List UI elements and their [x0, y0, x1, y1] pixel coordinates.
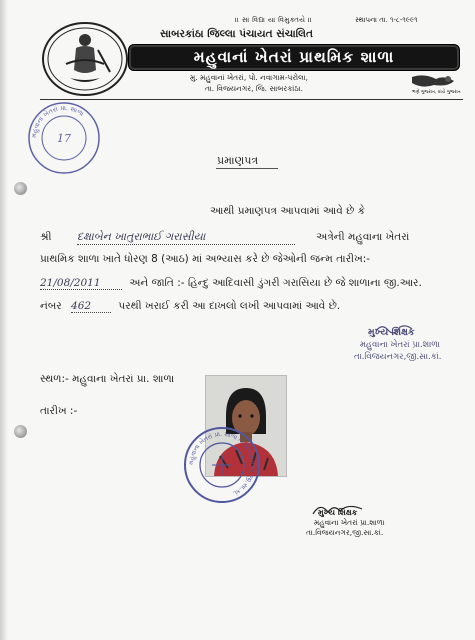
school-round-stamp-icon — [26, 100, 102, 176]
establishment-date: સ્થાપના તા. ૧-૮-૧૯૯૧ — [355, 16, 418, 24]
bottom-stamp-ring-text: મહુવાના ખેતરાં પ્રા. શાળા તા.વિજયનગર જી.સા.કાં. — [187, 430, 257, 497]
gr-number: 462 — [71, 300, 111, 313]
birthdate-caste-line — [40, 277, 422, 290]
countersign-school: મહુવાના ખેતરાં પ્રા.શાળા — [314, 518, 385, 527]
intro-line: આથી પ્રમાણપત્ર આપવામાં આવે છે કે — [210, 205, 366, 217]
gr-label: નંબર — [40, 300, 62, 312]
top-stamp-ring-text: મહુવાનાં ખેતરાં પ્રા. શાળા — [29, 103, 86, 139]
standard-line: પ્રાથમિક શાળા ખાતે ધોરણ 8 (આઠ) માં અભ્યાસ કરે છે જેઓની જન્મ તારીખ:- — [40, 253, 371, 265]
campaign-caption: ભણે ગુજરાત, વાંચે ગુજરાત — [412, 90, 461, 95]
certificate-title: પ્રમાણપત્ર — [217, 154, 259, 167]
school-name: મહુવાનાં ખેતરાં પ્રાથમિક શાળા — [193, 48, 395, 66]
district-line: સાબરકાંઠા જિલ્લા પંચાયત સંચાલિત — [160, 28, 313, 40]
gr-line-suffix: પરથી ખરાઈ કરી આ દાખલો લખી આપવામાં આવે છે. — [118, 300, 341, 312]
place-field: સ્થળ:- મહુવાના ખેતરાં પ્રા. શાળા — [40, 373, 175, 385]
letterhead-divider — [40, 99, 463, 100]
principal-role: મુખ્ય શિક્ષક — [368, 327, 415, 338]
address-line-1: મુ. મહુવાનાં ખેતરાં, પો. નવાગામ-પરોલા, — [190, 73, 309, 82]
school-name-banner — [128, 44, 460, 71]
principal-school: મહુવાના ખેતરાં પ્રા.શાળા — [360, 340, 440, 350]
caste-text: અને જાતિ :- હિન્દુ આદિવાસી ડુંગરી ગરાસિયા છે જે શાળાના જી.આર. — [129, 277, 422, 289]
school-seal-stamp-icon — [182, 425, 262, 505]
student-name: દક્ષાબેન ખાતુરાભાઈ ગરાસીયા — [77, 230, 295, 245]
address-line-2: તા. વિજયનગર, જિ. સાબરકાંઠા. — [205, 84, 303, 93]
date-field: તારીખ :- — [40, 405, 78, 417]
page-edge-shadow — [0, 0, 8, 640]
principal-place: તા.વિજયનગર,જી.સા.કાં. — [354, 352, 442, 362]
honorific: શ્રી — [40, 231, 52, 243]
punch-hole-top — [14, 182, 27, 195]
birth-date: 21/08/2011 — [40, 277, 122, 290]
title-underline — [216, 168, 278, 169]
top-stamp-center-text: 17 — [57, 132, 71, 145]
gr-number-line — [40, 300, 340, 313]
punch-hole-bottom — [14, 425, 27, 438]
countersign-place: તા.વિજયનગર,જી.સા.કાં. — [306, 528, 384, 537]
school-motto: ।। સા વિદ્યા યા વિમુક્તયે ।। — [235, 16, 313, 24]
saraswati-logo-icon — [40, 20, 130, 98]
countersign-role: મુખ્ય શિક્ષક — [318, 508, 358, 517]
name-line — [40, 230, 409, 245]
name-line-suffix: અત્રેની મહુવાના ખેતરાં — [316, 231, 410, 243]
